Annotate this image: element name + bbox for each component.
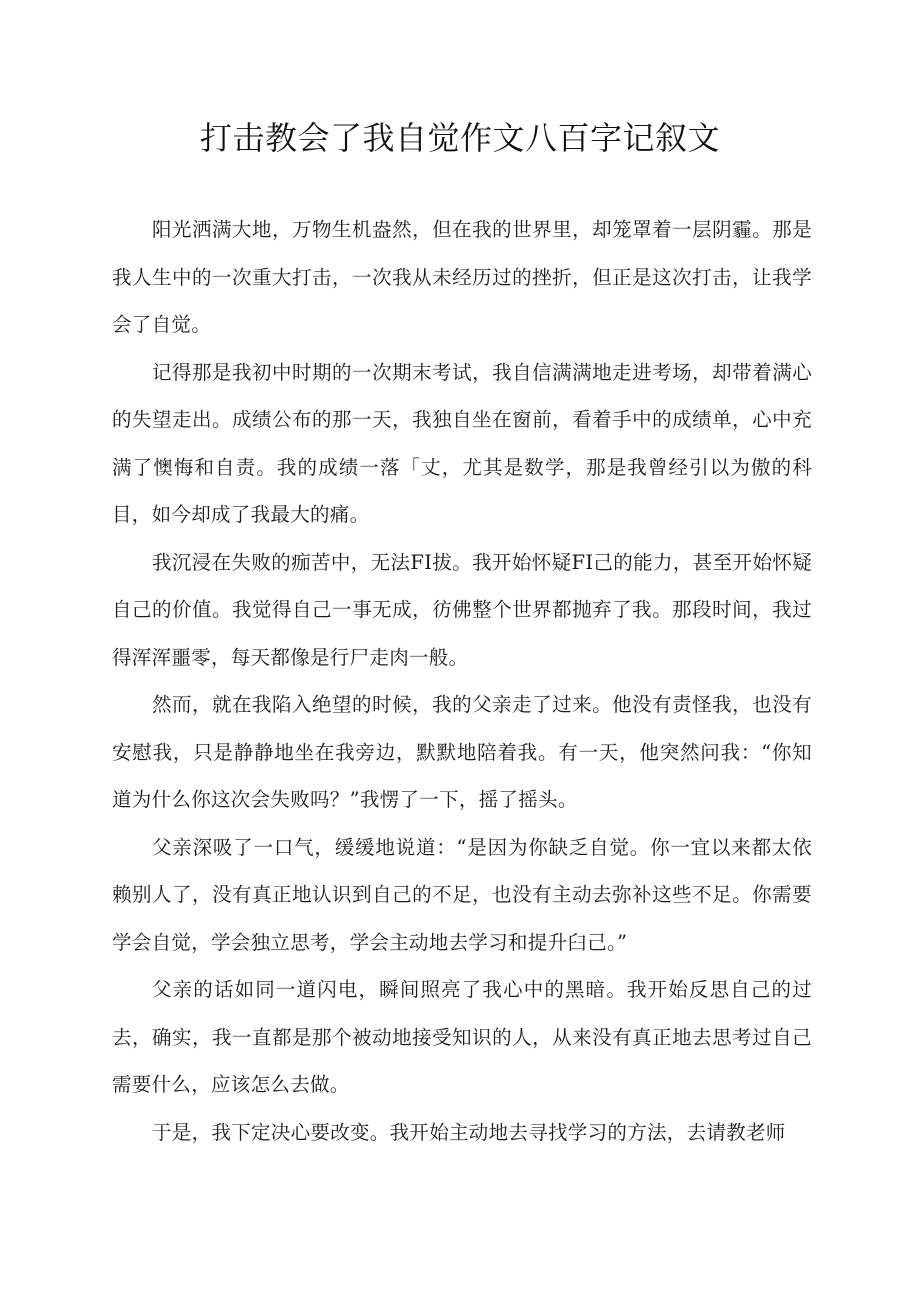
paragraph-5: 父亲深吸了一口气，缓缓地说道：“是因为你缺乏自觉。你一宜以来都太依赖别人了，没有真正地认识到自己的不足，也没有主动去弥补这些不足。你需要学会自觉，学会独立思考，学会主动地去学习和提升臼己。”: [112, 835, 812, 954]
paragraph-4: 然而，就在我陷入绝望的时候，我的父亲走了过来。他没有责怪我，也没有安慰我，只是静静地坐在我旁边，默默地陪着我。有一天，他突然问我：“你知道为什么你这次会失败吗？”我愣了一下，摇了摇头。: [112, 693, 812, 811]
document-body: [112, 206, 812, 1156]
document-title: 打击教会了我自觉作文八百字记叙文: [199, 119, 720, 157]
paragraph-1: 阳光洒满大地，万物生机盎然，但在我的世界里，却笼罩着一层阴霾。那是我人生中的一次重大打击，一次我从未经历过的挫折，但正是这次打击，让我学会了自觉。: [112, 218, 812, 336]
paragraph-2: 记得那是我初中时期的一次期末考试，我自信满满地走进考场，却带着满心的失望走出。成绩公布的那一天，我独自坐在窗前，看着手中的成绩单，心中充满了懊悔和自责。我的成绩一落「丈，尤其是数学，那是我曾经引以为傲的科目，如今却成了我最大的痛。: [112, 360, 812, 526]
paragraph-6: 父亲的话如同一道闪电，瞬间照亮了我心中的黑暗。我开始反思自己的过去，确实，我一直都是那个被动地接受知识的人，从来没有真正地去思考过自己需要什么，应该怎么去做。: [112, 978, 812, 1096]
paragraph-7: 于是，我下定决心要改变。我开始主动地去寻找学习的方法，去请教老师: [152, 1120, 786, 1144]
paragraph-3: 我沉浸在失败的痂苦中，无法FI拔。我开始怀疑FI己的能力，甚至开始怀疑自己的价值。我觉得自己一事无成，彷佛整个世界都抛弃了我。那段时间，我过得浑浑噩零，每天都像是行尸走肉一般。: [112, 550, 812, 669]
